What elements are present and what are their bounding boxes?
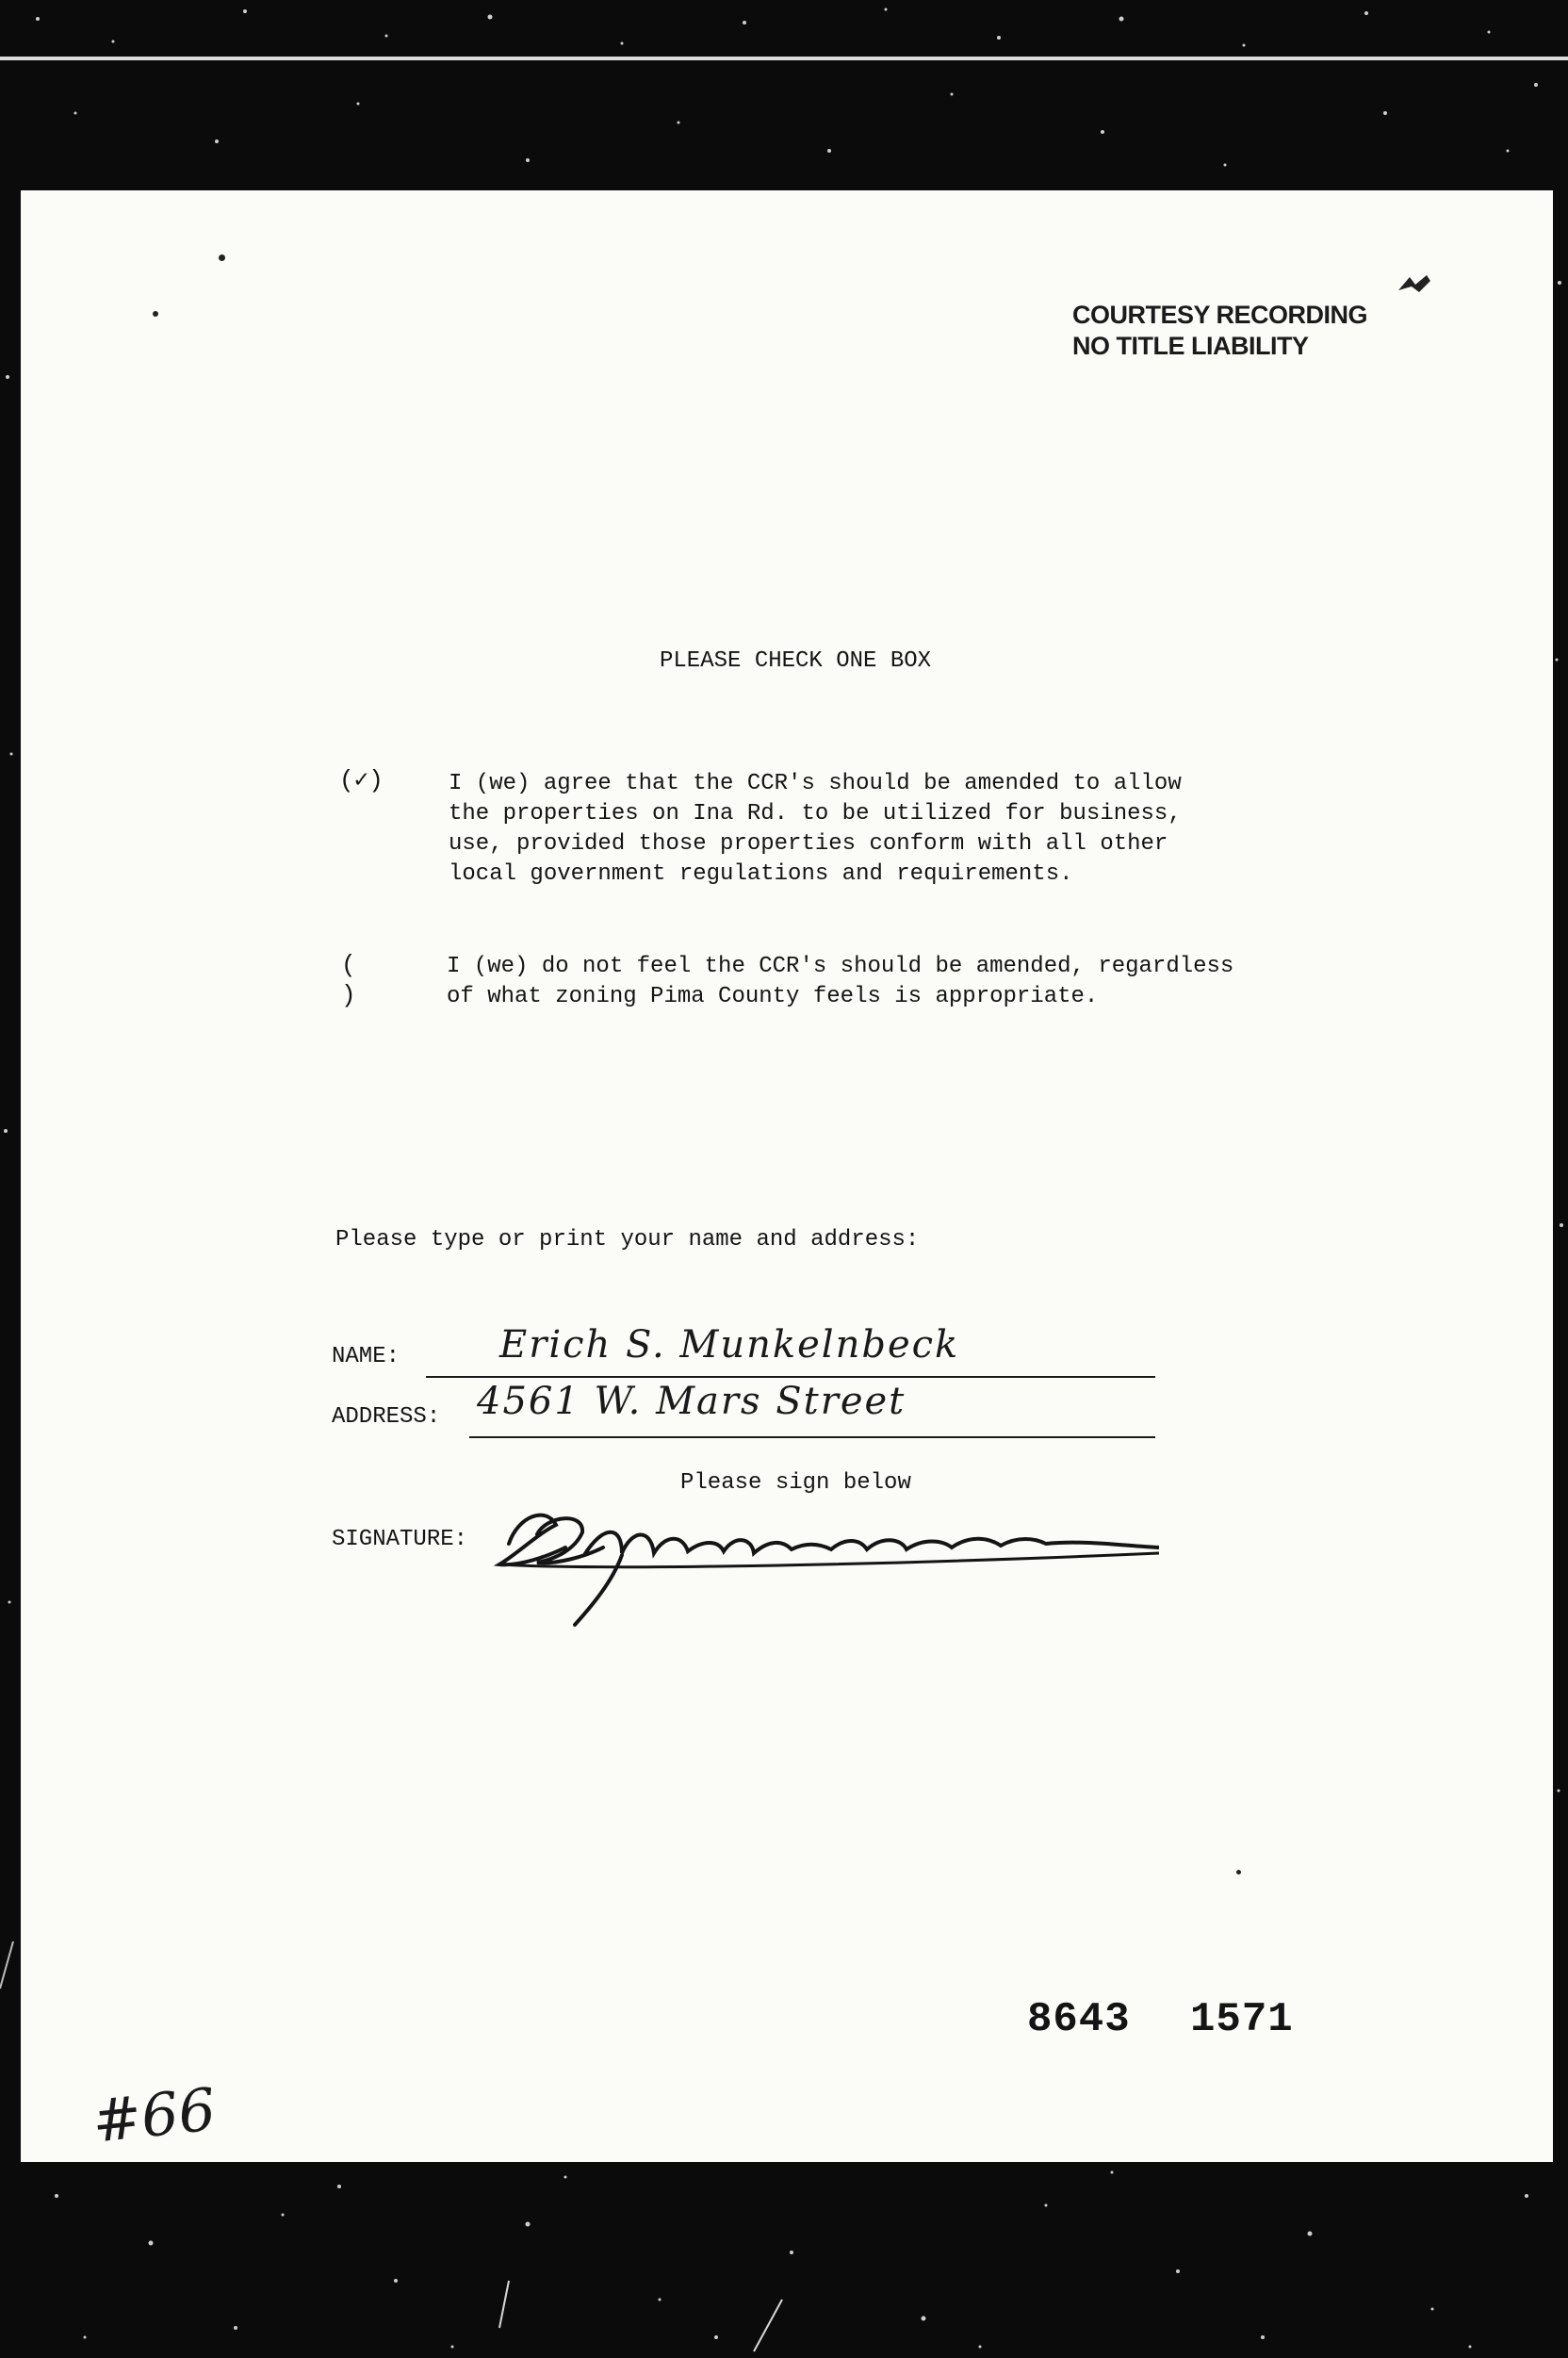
stamp-line-2: NO TITLE LIABILITY (1072, 332, 1309, 360)
option-agree-line: local government regulations and requirements. (449, 861, 1073, 887)
name-label: NAME: (332, 1344, 400, 1369)
sign-below-instruction: Please sign below (680, 1470, 911, 1496)
checkbox-disagree-empty: ( ) (341, 951, 356, 1009)
stamp-smudge (1395, 271, 1434, 298)
speck (219, 254, 225, 261)
document-number-part-2: 1571 (1190, 1996, 1294, 2043)
checkbox-agree-checked: (✓) (339, 766, 384, 794)
name-address-instruction: Please type or print your name and address: (335, 1227, 920, 1253)
option-agree-line: I (we) agree that the CCR's should be amended to allow (449, 771, 1182, 796)
address-label: ADDRESS: (332, 1404, 441, 1430)
name-value-handwritten: Erich S. Munkelnbeck (499, 1323, 960, 1367)
form-title: PLEASE CHECK ONE BOX (660, 648, 932, 674)
option-disagree-line: of what zoning Pima County feels is appropriate. (447, 984, 1099, 1009)
document-page (21, 190, 1553, 2162)
handwritten-number-mark: #66 (89, 2074, 220, 2156)
option-agree-line: the properties on Ina Rd. to be utilized for business, (449, 801, 1182, 827)
courtesy-recording-stamp (1072, 300, 1367, 362)
name-field-line (426, 1376, 1155, 1378)
speck (153, 311, 158, 317)
address-value-handwritten: 4561 W. Mars Street (477, 1380, 906, 1423)
address-field-line (469, 1436, 1155, 1438)
option-agree-text (449, 769, 1353, 890)
speck (1236, 1870, 1241, 1875)
scan-top-edge (0, 57, 1568, 60)
option-disagree-text (447, 952, 1389, 1012)
signature-label: SIGNATURE: (332, 1527, 468, 1552)
option-agree-line: use, provided those properties conform with all other (449, 831, 1168, 857)
document-number (1027, 1996, 1328, 2043)
document-number-part-1: 8643 (1027, 1996, 1131, 2043)
stamp-line-1: COURTESY RECORDING (1072, 301, 1368, 329)
option-disagree-line: I (we) do not feel the CCR's should be amended, regardless (447, 954, 1234, 979)
handwritten-signature (481, 1497, 1159, 1629)
